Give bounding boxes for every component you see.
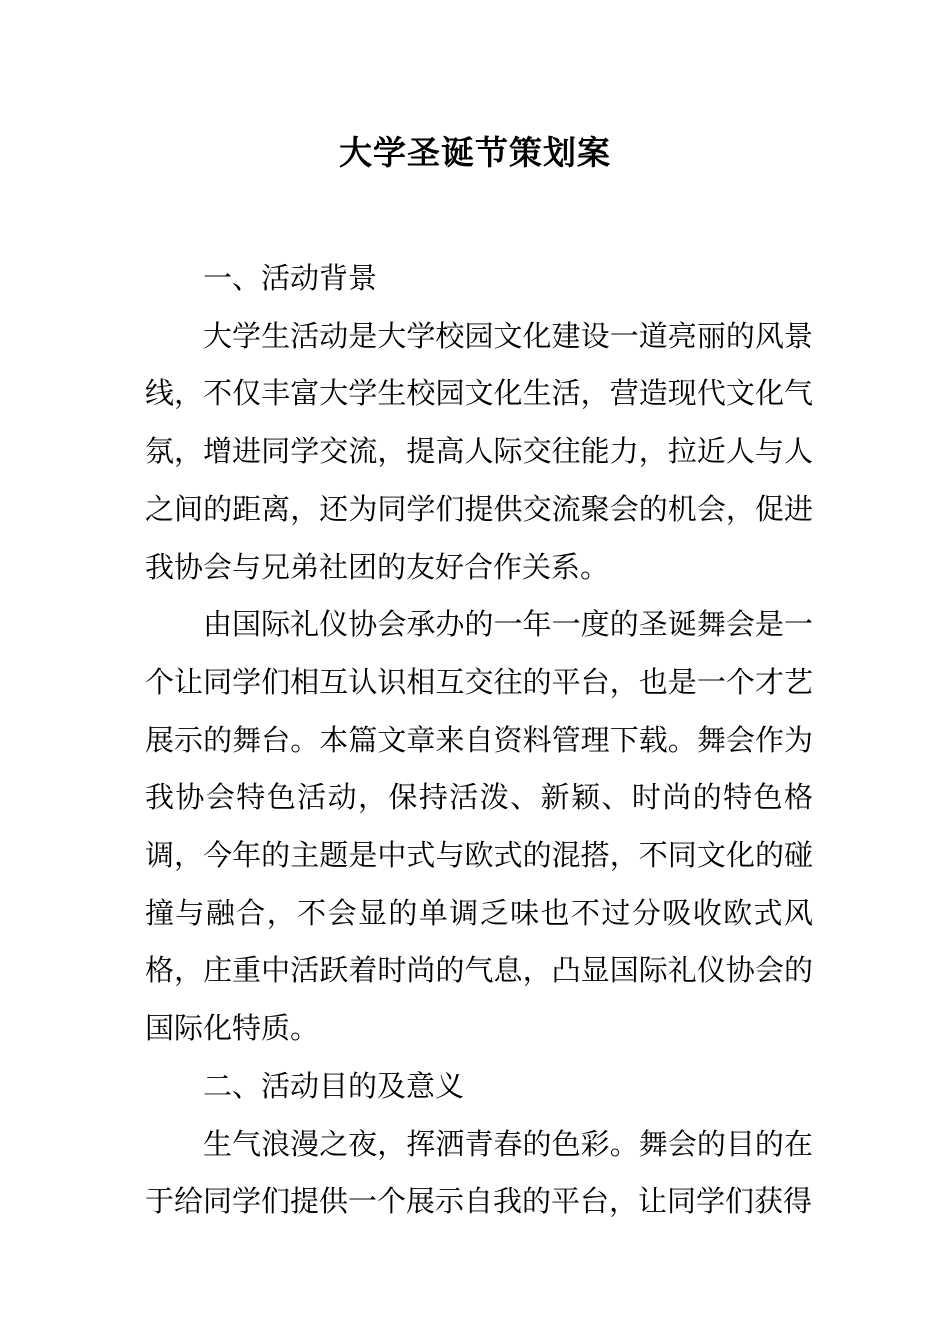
paragraph-purpose-1: 生气浪漫之夜，挥洒青春的色彩。舞会的目的在于给同学们提供一个展示自我的平台，让同学们获得 (145, 1126, 813, 1219)
document-body (145, 250, 813, 1231)
paragraph-background-2: 由国际礼仪协会承办的一年一度的圣诞舞会是一个让同学们相互认识相互交往的平台，也是一个才艺展示的舞台。本篇文章来自资料管理下载。舞会作为我协会特色活动，保持活泼、新颖、时尚的特色格调，今年的主题是中式与欧式的混搭，不同文化的碰撞与融合，不会显的单调乏味也不过分吸收欧式风格，庄重中活跃着时尚的气息，凸显国际礼仪协会的国际化特质。 (145, 607, 813, 1046)
document-title: 大学圣诞节策划案 (339, 133, 611, 172)
section-heading-background: 一、活动背景 (203, 261, 378, 295)
section-heading-purpose: 二、活动目的及意义 (203, 1068, 465, 1103)
paragraph-background-1: 大学生活动是大学校园文化建设一道亮丽的风景线，不仅丰富大学生校园文化生活，营造现代文化气氛，增进同学交流，提高人际交往能力，拉近人与人之间的距离，还为同学们提供交流聚会的机会，促进我协会与兄弟社团的友好合作关系。 (145, 318, 813, 584)
